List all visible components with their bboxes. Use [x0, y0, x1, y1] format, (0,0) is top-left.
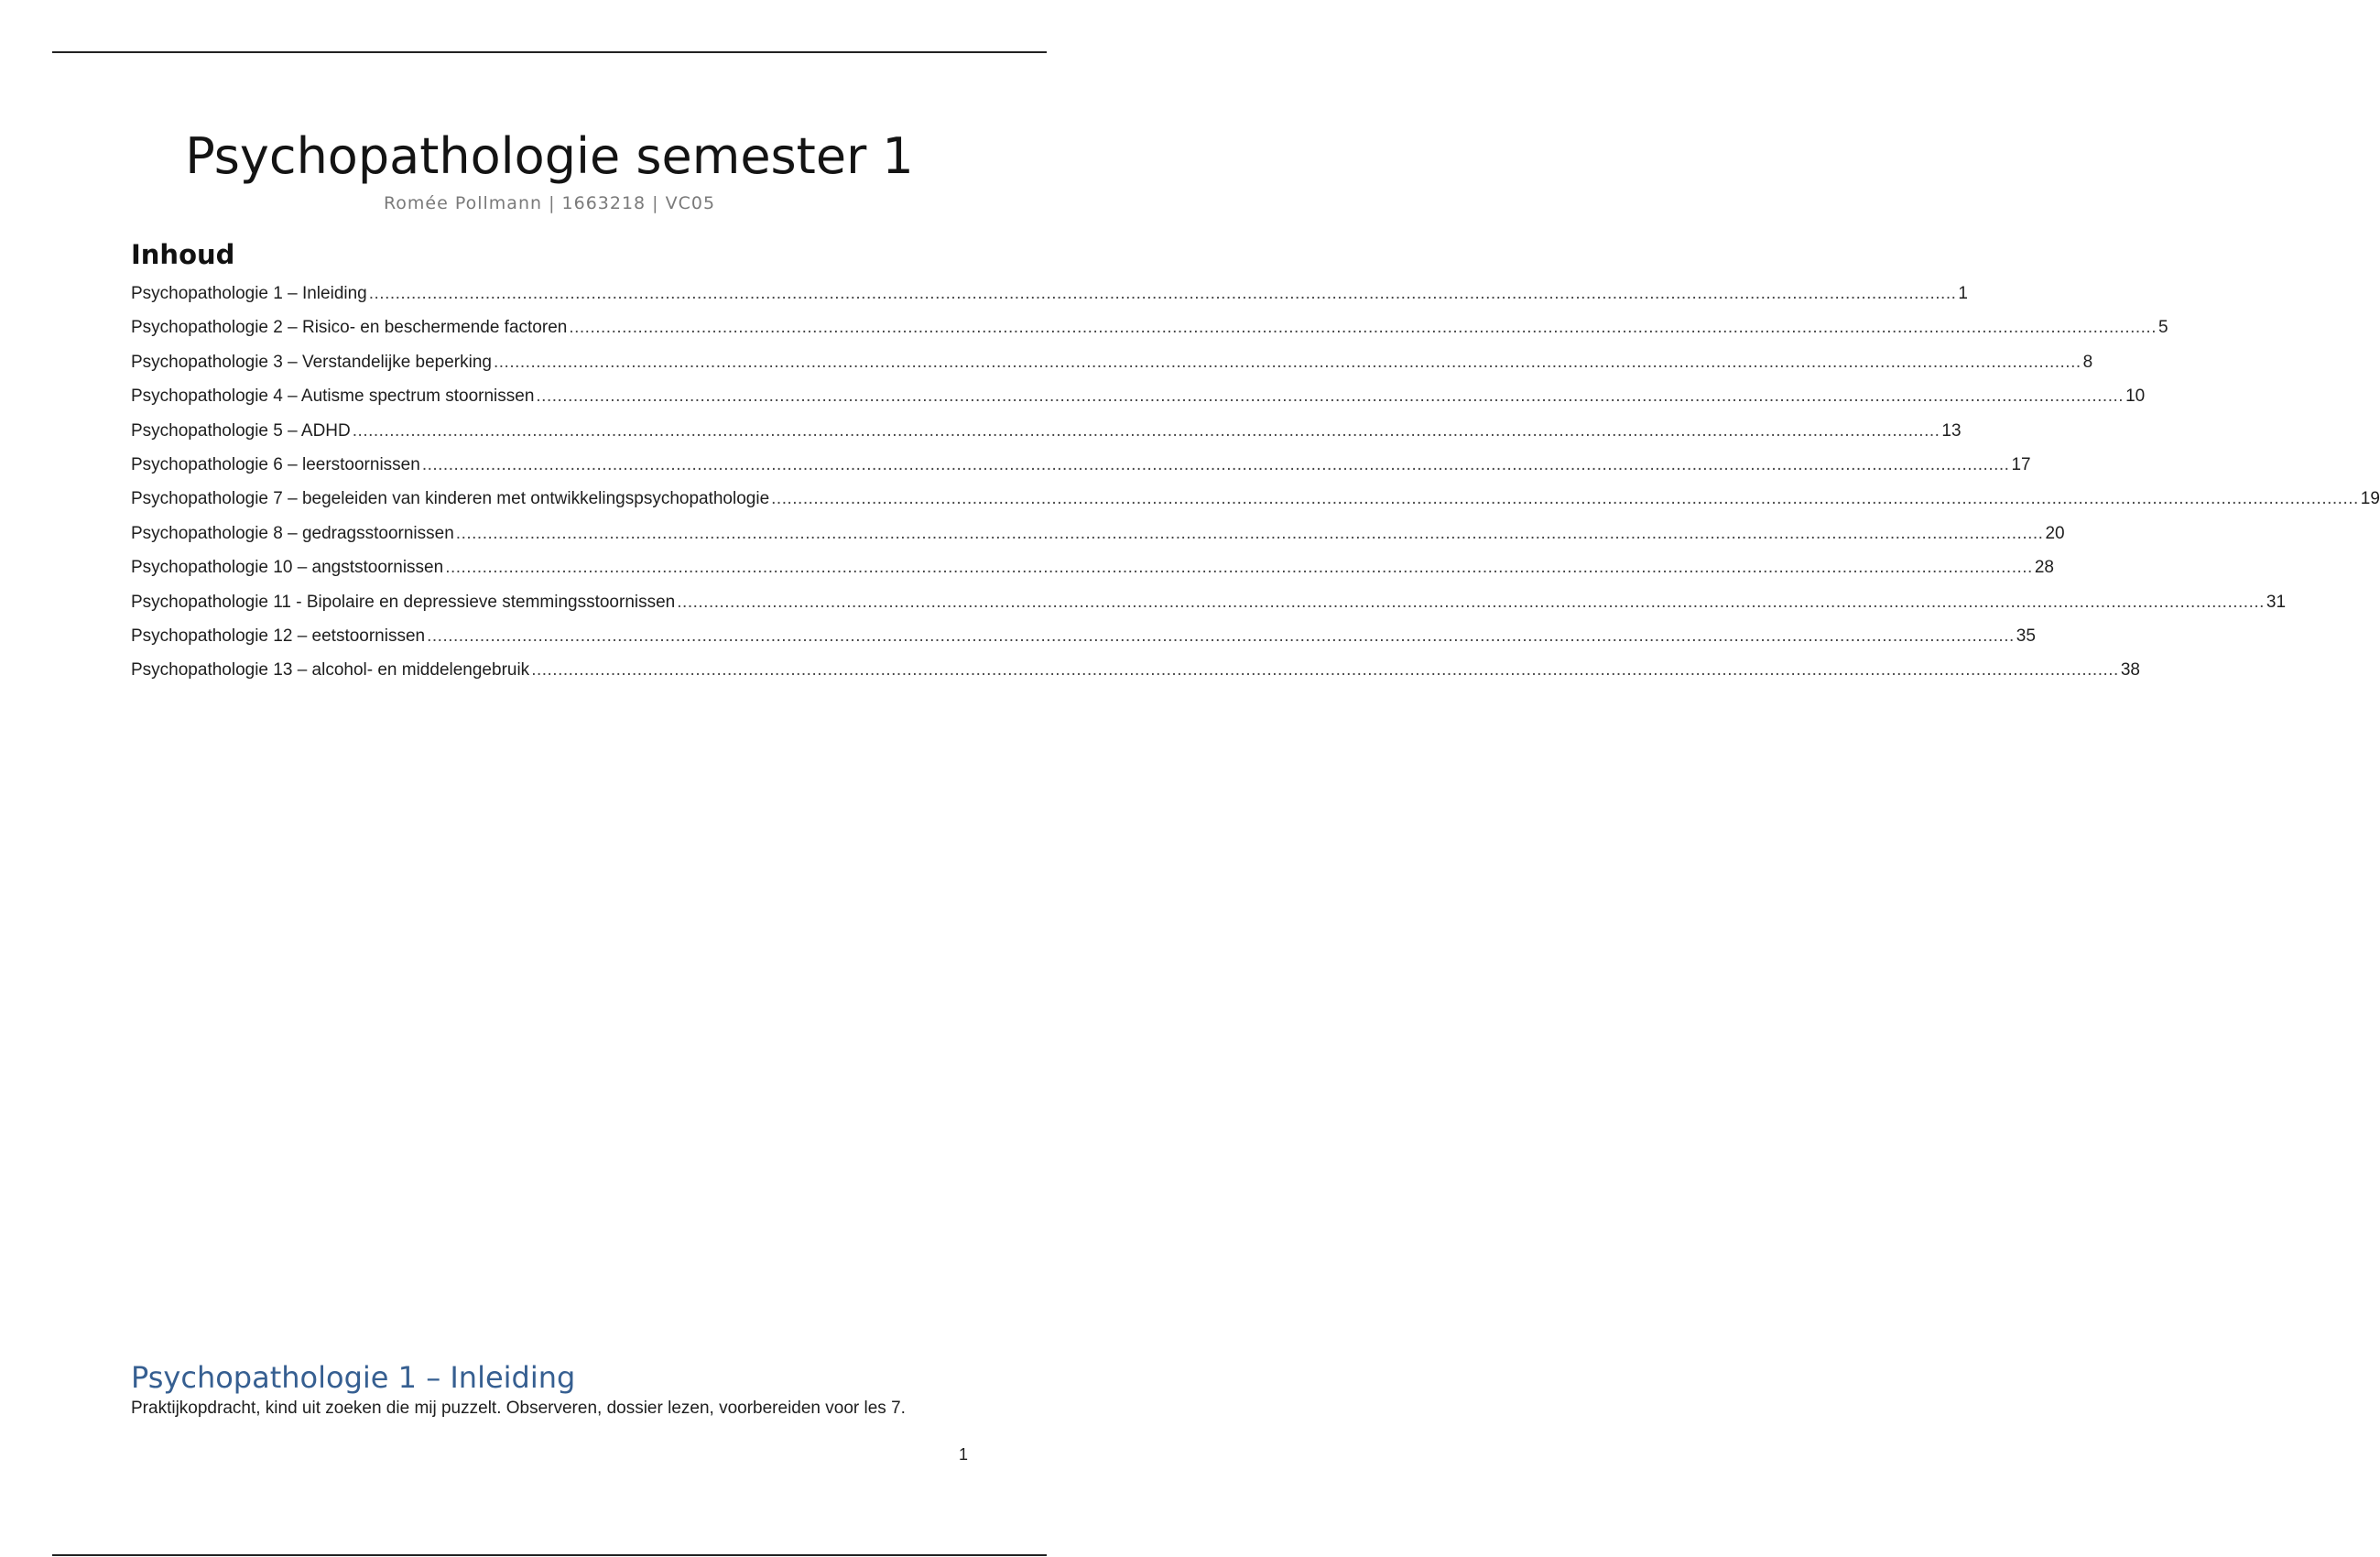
toc-entry[interactable] — [131, 558, 2054, 592]
header-rule — [52, 51, 1047, 53]
toc-dot-leader: ............................................................................................................................................................................................................................................................................................................ — [455, 523, 2044, 543]
toc-dot-leader: ............................................................................................................................................................................................................................................................................................................ — [536, 387, 2125, 407]
toc-entry-label: Psychopathologie 8 – gedragsstoornissen — [131, 523, 454, 543]
toc-entry-label: Psychopathologie 11 - Bipolaire en depressieve stemmingsstoornissen — [131, 592, 676, 612]
toc-entry[interactable] — [131, 420, 1962, 455]
table-of-contents — [131, 284, 2380, 695]
toc-entry-page: 8 — [2082, 352, 2093, 372]
toc-entry[interactable] — [131, 454, 2031, 489]
toc-entry[interactable] — [131, 626, 2036, 660]
toc-entry-page: 28 — [2034, 558, 2054, 578]
toc-dot-leader: ............................................................................................................................................................................................................................................................................................................ — [427, 626, 2015, 646]
toc-entry-page: 19 — [2360, 489, 2380, 509]
toc-entry-page: 1 — [1958, 284, 1968, 303]
document-title: Psychopathologie semester 1 — [185, 127, 914, 185]
toc-entry-label: Psychopathologie 7 – begeleiden van kinderen met ontwikkelingspsychopathologie — [131, 489, 770, 509]
toc-entry[interactable] — [131, 318, 2168, 352]
section-body-text: Praktijkopdracht, kind uit zoeken die mij puzzelt. Observeren, dossier lezen, voorbereiden voor les 7. — [131, 1399, 906, 1418]
toc-entry[interactable] — [131, 489, 2380, 523]
toc-dot-leader: ............................................................................................................................................................................................................................................................................................................ — [368, 284, 1957, 303]
toc-entry[interactable] — [131, 284, 1968, 318]
toc-entry-label: Psychopathologie 6 – leerstoornissen — [131, 454, 420, 474]
toc-entry-label: Psychopathologie 13 – alcohol- en middelengebruik — [131, 660, 530, 681]
toc-entry-page: 38 — [2120, 660, 2140, 681]
toc-entry-page: 13 — [1941, 420, 1962, 441]
toc-entry-label: Psychopathologie 5 – ADHD — [131, 420, 351, 441]
toc-dot-leader: ............................................................................................................................................................................................................................................................................................................ — [569, 318, 2157, 338]
section-heading: Psychopathologie 1 – Inleiding — [131, 1360, 576, 1395]
toc-entry-page: 17 — [2011, 454, 2031, 474]
toc-entry-label: Psychopathologie 2 – Risico- en beschermende factoren — [131, 318, 568, 338]
toc-entry-page: 5 — [2158, 318, 2168, 338]
toc-entry-page: 20 — [2045, 523, 2065, 543]
toc-entry[interactable] — [131, 592, 2287, 626]
toc-dot-leader: ............................................................................................................................................................................................................................................................................................................ — [677, 592, 2265, 612]
toc-dot-leader: ............................................................................................................................................................................................................................................................................................................ — [352, 420, 1940, 441]
toc-dot-leader: ............................................................................................................................................................................................................................................................................................................ — [531, 660, 2119, 681]
page-number: 1 — [958, 1445, 968, 1464]
toc-entry[interactable] — [131, 387, 2146, 420]
toc-entry-page: 10 — [2125, 387, 2146, 407]
toc-entry[interactable] — [131, 660, 2140, 694]
toc-heading: Inhoud — [131, 239, 235, 270]
toc-entry[interactable] — [131, 523, 2065, 558]
toc-entry-label: Psychopathologie 1 – Inleiding — [131, 284, 367, 303]
toc-entry-page: 31 — [2266, 592, 2287, 612]
toc-entry-label: Psychopathologie 4 – Autisme spectrum stoornissen — [131, 387, 535, 407]
toc-entry-label: Psychopathologie 12 – eetstoornissen — [131, 626, 426, 646]
toc-dot-leader: ............................................................................................................................................................................................................................................................................................................ — [421, 454, 2010, 474]
toc-dot-leader: ............................................................................................................................................................................................................................................................................................................ — [494, 352, 2081, 372]
toc-dot-leader: ............................................................................................................................................................................................................................................................................................................ — [445, 558, 2033, 578]
toc-entry-label: Psychopathologie 10 – angststoornissen — [131, 558, 444, 578]
toc-entry[interactable] — [131, 352, 2093, 387]
footer-rule — [52, 1554, 1047, 1556]
toc-dot-leader: ............................................................................................................................................................................................................................................................................................................ — [771, 489, 2359, 509]
toc-entry-page: 35 — [2016, 626, 2036, 646]
toc-entry-label: Psychopathologie 3 – Verstandelijke beperking — [131, 352, 492, 372]
document-subtitle: Romée Pollmann | 1663218 | VC05 — [383, 193, 716, 213]
